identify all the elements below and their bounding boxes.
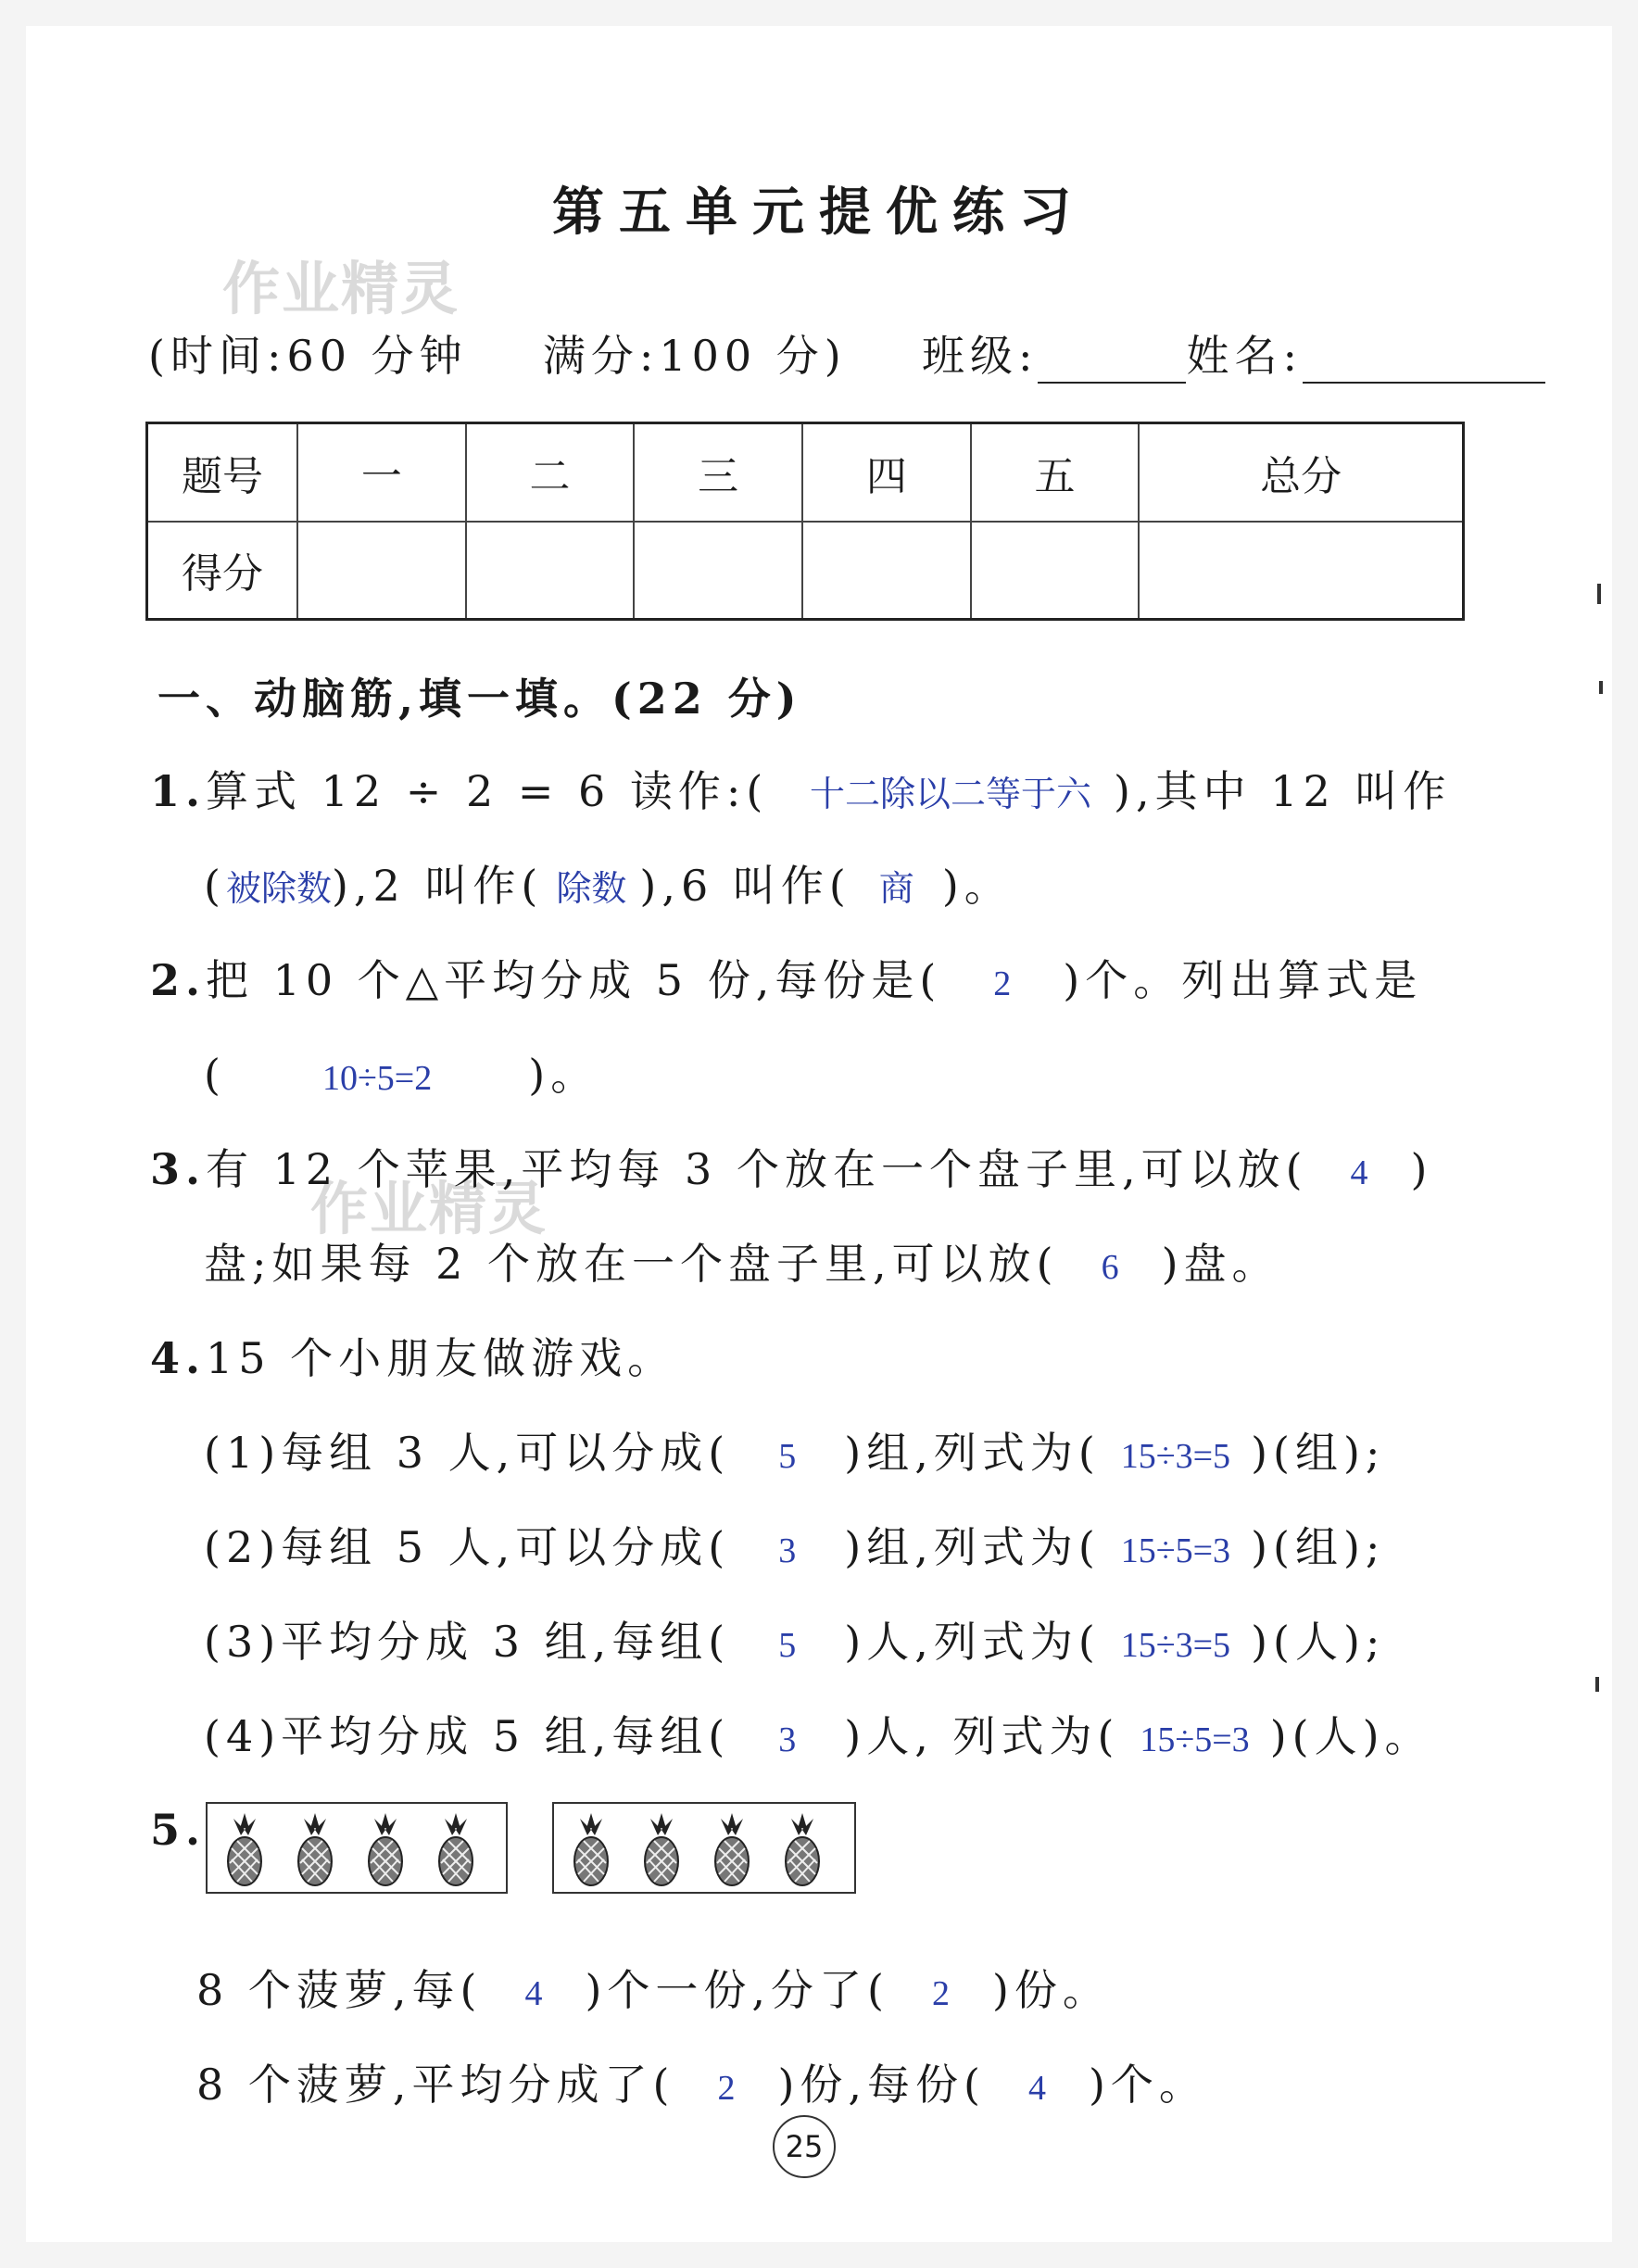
- answer-groups: 3: [778, 1531, 797, 1570]
- full-score-label: 满分:100 分): [542, 331, 847, 381]
- pineapple-icon: [776, 1811, 828, 1887]
- page-number: 25: [773, 2115, 836, 2178]
- score-cell[interactable]: [971, 522, 1140, 620]
- answer-groups: 5: [778, 1437, 797, 1476]
- table-header-cell: 五: [971, 423, 1140, 522]
- watermark-middle: 作业精灵: [310, 1175, 548, 1242]
- answer-equation: 10÷5=2: [321, 1059, 433, 1098]
- pineapple-icon: [219, 1811, 271, 1887]
- answer-shares: 2: [717, 2069, 736, 2108]
- answer-plates-3: 4: [1350, 1153, 1368, 1192]
- score-cell[interactable]: [634, 522, 802, 620]
- answer-per-group: 3: [778, 1720, 797, 1759]
- page-title: 第五单元提优练习: [552, 182, 1086, 243]
- table-header-cell: 三: [634, 423, 802, 522]
- question-4-part-1: (1)每组 3 人,可以分成( 5 )组,列式为( 15÷3=5 )(组);: [204, 1428, 1386, 1478]
- class-label: 班级:: [921, 331, 1039, 381]
- answer-equation: 15÷5=3: [1120, 1531, 1231, 1570]
- score-cell[interactable]: [297, 522, 466, 620]
- exam-info-line: [148, 322, 1545, 384]
- question-3-line-2: 盘;如果每 2 个放在一个盘子里,可以放( 6 )盘。: [204, 1239, 1280, 1289]
- binding-mark: [1599, 681, 1603, 694]
- name-label: 姓名:: [1186, 331, 1303, 381]
- pineapple-group-1: [206, 1802, 508, 1894]
- watermark-top: 作业精灵: [222, 255, 460, 322]
- table-row: [147, 522, 1464, 620]
- pineapple-icon: [565, 1811, 617, 1887]
- score-cell[interactable]: [1139, 522, 1463, 620]
- binding-mark: [1595, 1677, 1599, 1692]
- score-row-label: 得分: [147, 522, 298, 620]
- question-1-line-2: (被除数),2 叫作( 除数 ),6 叫作( 商 )。: [204, 861, 1013, 911]
- table-header-cell: 总分: [1139, 423, 1463, 522]
- answer-reading: 十二除以二等于六: [810, 775, 1092, 814]
- answer-per-share: 4: [1027, 2069, 1046, 2108]
- question-5-line-2: 8 个菠萝,平均分成了( 2 )份,每份( 4 )个。: [196, 2060, 1207, 2110]
- question-3-line-1: 3.有 12 个苹果,平均每 3 个放在一个盘子里,可以放( 4 ): [150, 1144, 1433, 1194]
- section-heading: 一、动脑筋,填一填。(22 分): [158, 674, 802, 724]
- pineapple-group-2: [552, 1802, 856, 1894]
- question-4-part-2: (2)每组 5 人,可以分成( 3 )组,列式为( 15÷5=3 )(组);: [204, 1522, 1386, 1572]
- answer-shares: 2: [931, 1974, 950, 2013]
- binding-mark: [1597, 584, 1601, 604]
- question-4-intro: 4.15 个小朋友做游戏。: [150, 1333, 676, 1383]
- pineapple-icon: [430, 1811, 482, 1887]
- answer-equation: 15÷3=5: [1120, 1626, 1231, 1665]
- score-cell[interactable]: [802, 522, 971, 620]
- table-row: [147, 423, 1464, 522]
- table-header-cell: 四: [802, 423, 971, 522]
- answer-plates-2: 6: [1101, 1248, 1119, 1287]
- name-blank[interactable]: [1303, 341, 1545, 384]
- question-5-number: 5.: [150, 1805, 207, 1855]
- pineapple-icon: [636, 1811, 687, 1887]
- pineapple-icon: [706, 1811, 758, 1887]
- answer-per-group: 5: [778, 1626, 797, 1665]
- question-number: 4: [150, 1333, 186, 1383]
- pineapple-icon: [359, 1811, 411, 1887]
- question-5-line-1: 8 个菠萝,每( 4 )个一份,分了( 2 )份。: [196, 1965, 1111, 2015]
- score-table: [145, 422, 1465, 621]
- table-header-cell: 题号: [147, 423, 298, 522]
- answer-equation: 15÷5=3: [1140, 1720, 1250, 1759]
- answer-dividend: 被除数: [225, 870, 332, 909]
- question-number: 2: [150, 955, 186, 1005]
- time-label: (时间:60 分钟: [148, 331, 468, 381]
- pineapple-icon: [289, 1811, 341, 1887]
- answer-equation: 15÷3=5: [1120, 1437, 1231, 1476]
- score-cell[interactable]: [466, 522, 635, 620]
- question-2-line-1: 2.把 10 个△平均分成 5 份,每份是( 2 )个。列出算式是: [150, 955, 1423, 1005]
- answer-each-share: 2: [993, 964, 1012, 1003]
- table-header-cell: 二: [466, 423, 635, 522]
- question-2-line-2: ( 10÷5=2 )。: [204, 1050, 599, 1100]
- question-1-line-1: 1.算式 12 ÷ 2 = 6 读作:( 十二除以二等于六 ),其中 12 叫作: [150, 766, 1452, 816]
- question-4-part-4: (4)平均分成 5 组,每组( 3 )人, 列式为( 15÷5=3 )(人)。: [204, 1711, 1433, 1761]
- question-number: 1: [150, 766, 186, 816]
- answer-per-share: 4: [524, 1974, 543, 2013]
- question-number: 3: [150, 1144, 186, 1194]
- answer-divisor: 除数: [556, 870, 627, 909]
- table-header-cell: 一: [297, 423, 466, 522]
- answer-quotient: 商: [878, 870, 914, 909]
- class-blank[interactable]: [1038, 341, 1186, 384]
- question-4-part-3: (3)平均分成 3 组,每组( 5 )人,列式为( 15÷3=5 )(人);: [204, 1617, 1386, 1667]
